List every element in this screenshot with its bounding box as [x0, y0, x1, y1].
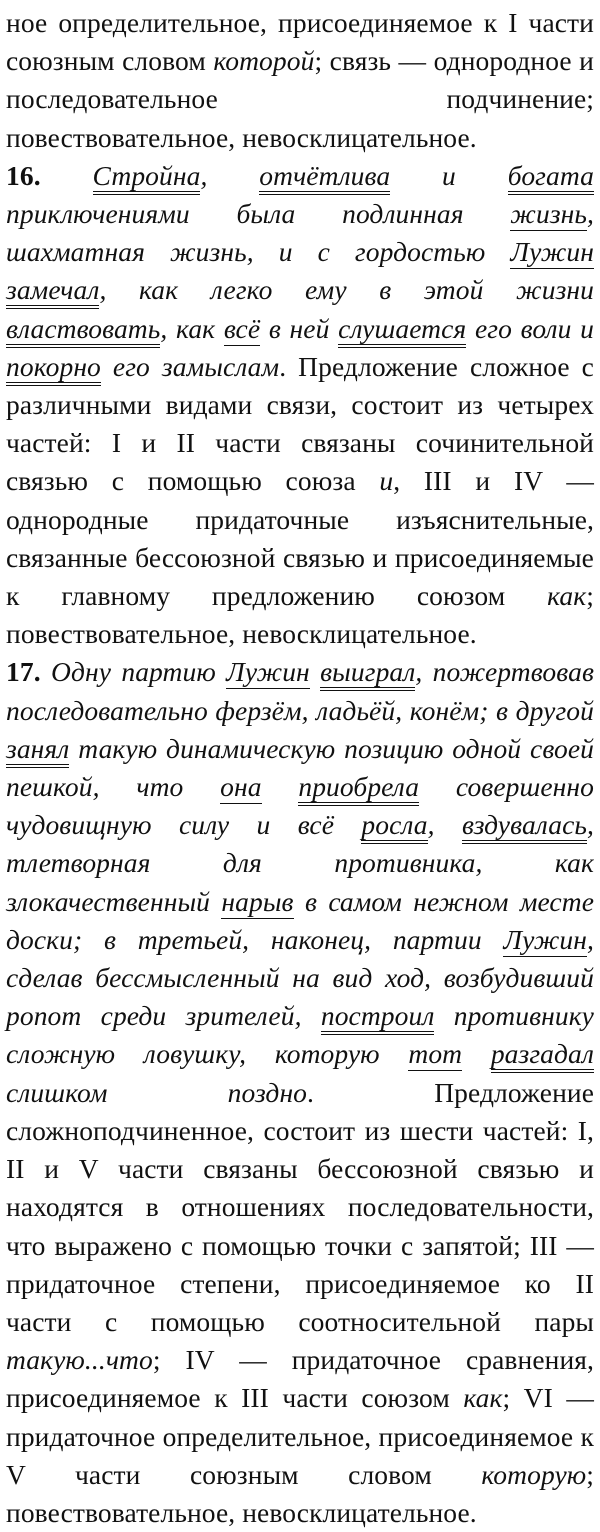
italic-run: , шахматная жизнь, и с гордостью [6, 198, 594, 268]
text-run: ; повествовательное, невосклицательное. [6, 580, 594, 650]
exercise-item-16 [6, 157, 594, 654]
predicate-underlined: вздувалась [462, 809, 587, 844]
italic-run: и [379, 465, 394, 497]
subject-underlined: всё [223, 312, 261, 344]
predicate-underlined: богата [508, 160, 594, 195]
text-run: ; IV — придаточное сравнения, присоединяемое к III части союзом [6, 1344, 594, 1414]
italic-run: его замыслам [100, 350, 280, 382]
text-run: Предложение сложное с различными видами связи, состоит из четырех частей: I и II части связаны сочинительной связью с помощью союза [6, 350, 594, 497]
predicate-underlined: замечал [6, 274, 99, 309]
italic-run: в самом нежном месте доски; в третьей, наконец, партии [6, 885, 594, 955]
italic-run: , пожертвовав последовательно ферзём, ладьёй, конём; в другой [6, 656, 594, 726]
italic-run: слишком поздно [6, 1076, 308, 1108]
italic-run: противнику сложную ловушку, которую [6, 1000, 594, 1070]
predicate-underlined: отчётлива [259, 160, 390, 195]
subject-underlined: она [220, 771, 262, 803]
italic-run: которой [213, 45, 315, 77]
text-run: ; повествовательное, невосклицательное. [6, 1458, 594, 1528]
italic-run: и [390, 159, 508, 191]
subject-underlined: Лужин [503, 923, 588, 955]
italic-run: , [200, 159, 260, 191]
italic-run: его воли и [466, 312, 594, 344]
italic-run [262, 771, 299, 802]
exercise-item-17 [6, 653, 594, 1532]
italic-run: как [547, 580, 587, 612]
subject-underlined: жизнь [510, 198, 588, 230]
predicate-underlined: выиграл [320, 656, 415, 691]
predicate-underlined: слушается [338, 313, 466, 348]
italic-run [310, 656, 320, 687]
italic-run: , как [160, 312, 224, 344]
italic-run: совершенно чудовищную силу и всё [6, 771, 594, 841]
predicate-underlined: приобрела [298, 771, 419, 806]
predicate-underlined: занял [6, 733, 69, 768]
subject-underlined: тот [408, 1038, 463, 1070]
intro-paragraph [6, 4, 594, 157]
italic-run: приключениями была подлинная [6, 198, 511, 230]
predicate-underlined: разгадал [491, 1038, 594, 1073]
subject-underlined: Лужин [226, 656, 310, 688]
italic-run [462, 1038, 491, 1069]
text-run: . [279, 350, 299, 382]
italic-run: такую...что [6, 1344, 153, 1376]
subject-underlined: Лужин [510, 236, 594, 268]
italic-run: Одну партию [51, 656, 227, 688]
italic-run: такую динамическую позицию одной своей пешкой, что [6, 732, 594, 803]
predicate-underlined: властвовать [6, 313, 160, 348]
italic-run: , как легко ему в этой жизни [99, 274, 594, 306]
predicate-underlined: Стройна [93, 160, 201, 195]
subject-underlined: нарыв [221, 885, 294, 917]
exercise-number: 16. [6, 159, 41, 191]
italic-run: как [463, 1382, 503, 1414]
italic-run: , сделав бессмысленный на вид ход, возбудивший ропот среди зрителей, [6, 923, 594, 1032]
italic-run: которую [481, 1458, 587, 1490]
document-page [0, 4, 600, 1532]
italic-run: , [427, 809, 463, 841]
text-run: ное определительное, присоединяемое к I части союзным словом [6, 7, 594, 77]
text-run: , III и IV — однородные придаточные изъяснительные, связанные бессоюзной связью и присоединяемые к главному предложению союзом [6, 465, 594, 612]
italic-run: в ней [260, 312, 339, 344]
text-run: . [307, 1076, 435, 1108]
predicate-underlined: росла [361, 809, 427, 844]
exercise-number: 17. [6, 656, 41, 688]
italic-run: , тлетворная для противника, как злокачественный [6, 809, 594, 917]
text-run: Предложение сложноподчиненное, состоит из шести частей: I, II и V части связаны бессоюзной связью и находятся в отношениях последовательности, что выражено с помощью точки с запятой; III — придаточное степени, присоединяемое ко II части с помощью соотносительной пары [6, 1076, 595, 1337]
predicate-underlined: покорно [6, 351, 101, 386]
predicate-underlined: построил [321, 1000, 435, 1035]
text-run: ; связь — однородное и последовательное подчинение; повествовательное, невосклицательное. [6, 45, 594, 153]
text-run: ; VI — придаточное определительное, присоединяемое к V части союзным словом [6, 1382, 594, 1490]
